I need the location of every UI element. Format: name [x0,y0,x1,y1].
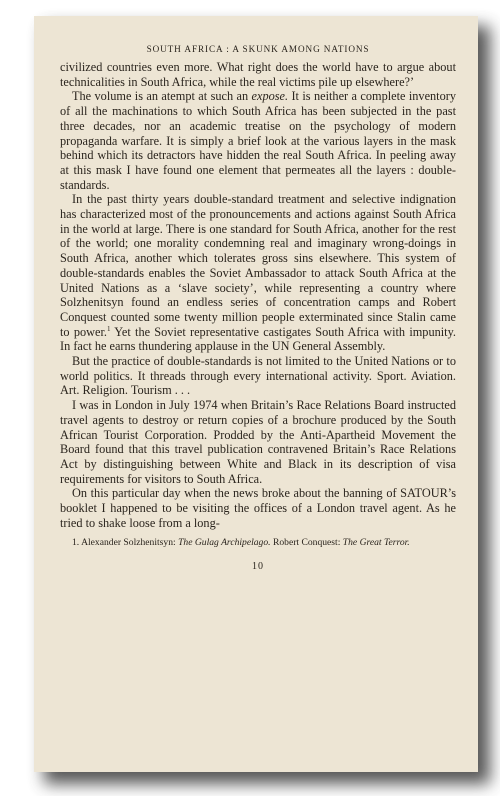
footnote: 1. Alexander Solzhenitsyn: The Gulag Archipelago. Robert Conquest: The Great Terror. [72,536,410,548]
paragraph-2: The volume is an atempt at such an expose. It is neither a complete inventory of all the machinations to which South Africa has been subjected in the past three decades, nor an academic treatise on the psychology of modern propaganda warfare. It is simply a brief look at the various layers in the mask behind which its detractors have hidden the real South Africa. In peeling away at this mask I have found one element that permeates all the layers : double-standards. [60,89,456,192]
paragraph-1: civilized countries even more. What right does the world have to argue about technicalities in South Africa, while the real victims pile up elsewhere?’ [60,60,456,89]
book-page [34,16,478,772]
paragraph-3: In the past thirty years double-standard treatment and selective indignation has characterized most of the pronouncements and actions against South Africa in the world at large. There is one standard for South Africa, another for the rest of the world; one morality condemning real and imaginary wrong-doings in South Africa, another which tolerates gross sins elsewhere. This system of double-standards enables the Soviet Ambassador to attack South Africa at the United Nations as a ‘slave society’, while representing a country where Solzhenitsyn found an endless series of concentration camps and Robert Conquest counted some twenty million people exterminated since Stalin came to power.$^1$ Yet the Soviet representative castigates South Africa with impunity. In fact he earns thundering applause in the UN General Assembly. [60,192,456,354]
page-number: 10 [252,561,264,573]
body-text [60,60,456,531]
running-head: SOUTH AFRICA : A SKUNK AMONG NATIONS [146,44,370,54]
paragraph-6: On this particular day when the news broke about the banning of SATOUR’s booklet I happened to be visiting the offices of a London travel agent. As he tried to shake loose from a long- [60,486,456,530]
paragraph-4: But the practice of double-standards is not limited to the United Nations or to world politics. It threads through every international activity. Sport. Aviation. Art. Religion. Tourism . . . [60,354,456,398]
footnote-marker: 1 [106,324,111,333]
paragraph-5: I was in London in July 1974 when Britain’s Race Relations Board instructed travel agents to destroy or return copies of a brochure produced by the South African Tourist Corporation. Prodded by the Anti-Apartheid Movement the Board found that this travel publication contravened Britain’s Race Relations Act by distinguishing between White and Black in its description of visa requirements for visitors to South Africa. [60,398,456,486]
